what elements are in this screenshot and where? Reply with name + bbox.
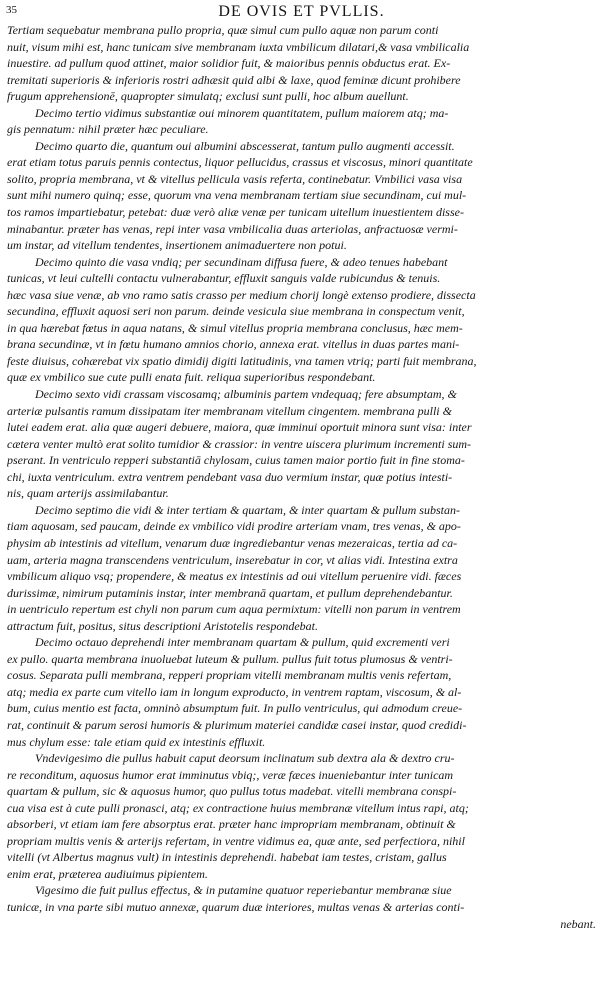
- text-line: quæ ex vmbilico sue cute pulli enata fuit. reliqua superioribus respondebant.: [7, 370, 376, 385]
- text-line: propriam multis venis & arterijs refertam, in ventre vidimus ea, quæ ante, sed perfectiora, nihil: [7, 833, 465, 848]
- text-line: cua visa est à cute pulli pronasci, atq; ex contractione huius membranæ vitellum intus rapi, atq;: [7, 800, 469, 815]
- paragraph: [7, 750, 596, 882]
- text-line: in qua hærebat fœtus in aqua natans, & simul vitellus propria membrana conclusus, hæc mem-: [7, 320, 463, 335]
- text-line: gis pennatum: nihil præter hæc peculiare.: [7, 122, 209, 137]
- text-line: tos ramos impartiebatur, petebat: duæ verò aliæ venæ per tunicam uitellum inuestientem disse-: [7, 205, 464, 220]
- text-line: enim erat, præterea audiuimus pipientem.: [7, 866, 208, 881]
- text-line: tremitati superioris & inferioris rostri adhæsit quid albi & laxe, quod feminæ dicunt prohibere: [7, 72, 461, 87]
- text-line: vitelli (vt Albertus magnus vult) in intestinis deprehendi. habebat iam testes, cristam, gallus: [7, 850, 447, 865]
- text-line: Decimo quarto die, quantum oui albumini abscesserat, tantum pullo augmenti accessit.: [35, 138, 455, 153]
- text-line: nebant.: [560, 916, 596, 931]
- text-line: Tertiam sequebatur membrana pullo propria, quæ simul cum pullo aquæ non parum conti: [7, 23, 439, 37]
- text-line: minabantur. præter has venas, repi inter vasa vmbilicalia duas arteriolas, anfractuosæ vermi-: [7, 221, 458, 236]
- text-body: [7, 22, 596, 932]
- text-line: uam, arteria magna transcendens ventriculum, inserebatur in cor, vt alias vidi. Intestina extra: [7, 552, 458, 567]
- text-line: cætera venter multò erat solito tumidior & crassior: in ventre uiscera plurimum incrementi sum-: [7, 436, 472, 451]
- text-line: feste diuisus, cohærebat vix spatio dimidij digiti latitudinis, vna tamen vtriq; parti fuit membrana,: [7, 353, 477, 368]
- text-line: sunt mihi numero quinq; esse, quorum vna vena membranam tertiam siue secundinam, cui mul-: [7, 188, 467, 203]
- text-line: pserant. In ventriculo repperi substantiā chylosam, cuius tamen maior portio fuit in fine stoma-: [7, 453, 465, 468]
- text-line: mus chylum esse: tale etiam quid ex intestinis effluxit.: [7, 734, 266, 749]
- text-line: frugum apprehensionē, quapropter simulatq; exclusi sunt pulli, hoc album auellunt.: [7, 89, 409, 104]
- text-line: solito, propria membrana, vt & vitellus pellicula vasis referta, continebatur. Vmbilici vasa visa: [7, 171, 463, 186]
- text-line: rat, continuit & parum serosi humoris & plurimum materiei candidæ casei instar, quod credidi-: [7, 717, 467, 732]
- text-line: um instar, ad vitellum tendentes, insertionem animaduertere non potui.: [7, 238, 347, 253]
- paragraph: [7, 502, 596, 634]
- text-line: vmbilicum aliquo vsq; propendere, & meatus ex intestinis ad oui vitellum peruenire vidi. fæces: [7, 569, 462, 584]
- paragraph: [7, 254, 596, 386]
- text-line: Vndevigesimo die pullus habuit caput deorsum inclinatum sub dextra ala & dextro cru-: [35, 751, 455, 766]
- text-line: bum, cuius mentio est facta, omninò absumptum fuit. In pullo ventriculus, qui admodum creue-: [7, 701, 463, 716]
- text-line: arteriæ pulsantis ramum dissipatam iter membranam vitellum cingentem. membrana pulli &: [7, 403, 452, 418]
- text-line: Decimo octauo deprehendi inter membranam quartam & pullum, quid excrementi veri: [35, 635, 450, 650]
- text-line: inuestire. ad pullum quod attinet, maior solidior fuit, & maioribus pennis obductus erat. Ex-: [7, 56, 451, 71]
- text-line: nis, quam arterijs assimilabantur.: [7, 486, 169, 501]
- text-line: nuit, visum mihi est, hanc tunicam sive membranam iuxta vmbilicum dilatari,& vasa vmbilicalia: [7, 39, 470, 54]
- paragraph: [7, 105, 596, 138]
- text-line: Vigesimo die fuit pullus effectus, & in putamine quatuor reperiebantur membranæ siue: [35, 883, 452, 898]
- text-line: erat etiam totus paruis pennis contectus, liquor pellucidus, crassus et viscosus, minori quantitate: [7, 155, 473, 170]
- text-line: tiam aquosam, sed paucam, deinde ex vmbilico vidi prodire arteriam vnam, tres venas, & apo-: [7, 519, 461, 534]
- text-line: Decimo quinto die vasa vndiq; per secundinam diffusa fuere, & adeo tenues habebant: [35, 254, 448, 269]
- text-line: lutei eadem erat. alia quæ augeri debuere, maiora, quæ imminui oportuit minora sunt visa: inter: [7, 420, 472, 435]
- paragraph: [7, 634, 596, 750]
- text-line: re reconditum, aquosus humor erat imminutus vbiq;, veræ fæces inueniebantur inter tunicam: [7, 767, 454, 782]
- text-line: tunicas, vt leui cultelli contactu vulnerabantur, effluxit sanguis valde rubicundus & tenuis.: [7, 271, 441, 286]
- text-line: Decimo tertio vidimus substantiæ oui minorem quantitatem, pullum maiorem atq; ma-: [35, 105, 449, 120]
- paragraph: [7, 22, 596, 105]
- text-line: hæc vasa siue venæ, ab vno ramo satis crasso per medium chorij longè extenso prodiere, dissecta: [7, 287, 476, 302]
- text-line: tunicæ, in vna parte sibi mutuo annexæ, quarum duæ interiores, multas venas & arterias conti-: [7, 899, 465, 914]
- paragraph: [7, 882, 596, 932]
- page-number: 35: [6, 4, 17, 16]
- text-line: attractum fuit, positus, situs descriptioni Aristotelis respondebat.: [7, 618, 319, 633]
- text-line: in uentriculo repertum est chyli non parum cum aqua permixtum: vitelli non parum in ventrem: [7, 602, 461, 617]
- text-line: brana secundinæ, vt in fœtu humano amnios chorio, annexa erat. vitellus in duas partes mani-: [7, 337, 460, 352]
- text-line: Decimo sexto vidi crassam viscosamq; albuminis partem vndequaq; fere absumptam, &: [35, 387, 457, 402]
- text-line: chi, iuxta ventriculum. extra ventrem pendebant vasa duo vermium instar, quæ potius intesti-: [7, 469, 453, 484]
- text-line: durissimæ, nimirum putaminis instar, inter membranā quartam, et pullum deprehendebantur.: [7, 585, 453, 600]
- text-line: cosus. Separata pulli membrana, repperi propriam vitelli membranam multis venis refertam,: [7, 668, 452, 683]
- text-line: physim ab intestinis ad vitellum, venarum duæ ingrediebantur venas mezeraicas, tertia ad ca-: [7, 535, 458, 550]
- text-line: atq; media ex parte cum vitello iam in longum exproducto, in ventrem raptam, viscosum, & al-: [7, 684, 462, 699]
- text-line: secundina, effluxit aquosi seri non parum. deinde vesicula siue membrana in conspectum venit,: [7, 304, 465, 319]
- text-line: Decimo septimo die vidi & inter tertiam & quartam, & inter quartam & pullum substan-: [35, 502, 460, 517]
- paragraph: [7, 386, 596, 502]
- text-line: absorberi, vt etiam iam fere absorptus erat. præter hanc impropriam membranam, obtinuit &: [7, 817, 456, 832]
- text-line: quartam & pullum, sic & aquosus humor, quo pullus totus madebat. vitelli membrana conspi-: [7, 784, 457, 799]
- paragraph: [7, 138, 596, 254]
- text-line: ex pullo. quarta membrana inuoluebat luteum & pullum. pullus fuit totus plumosus & ventri-: [7, 651, 453, 666]
- running-head: DE OVIS ET PVLLIS.: [218, 3, 385, 20]
